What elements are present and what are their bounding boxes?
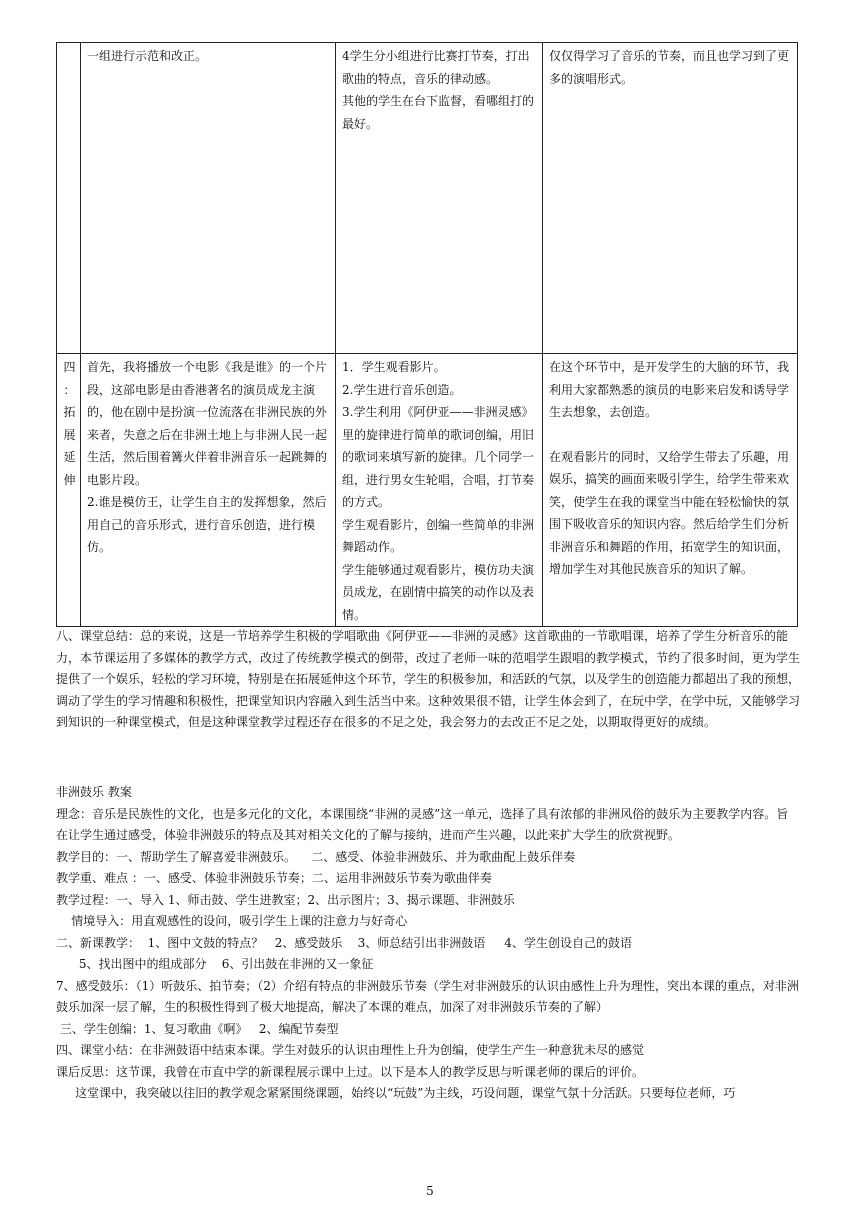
lesson-title: 非洲鼓乐 教案 [56,785,132,799]
design-intent-text: 仅仅得学习了音乐的节奏，而且也学习到了更多的演唱形式。 [549,49,790,86]
teacher-activity-cell [81,43,336,354]
student-activity-text: 2.学生进行音乐创造。 [342,382,462,397]
lesson-concept: 理念：音乐是民族性的文化，也是多元化的文化，本课围绕“非洲的灵感”这一单元，选择了具有浓郁的非洲风俗的鼓乐为主要教学内容。旨在让学生通过感受，体验非洲鼓乐的特点及其对相关文化的了解与接纳，进而产生兴趣，以此来扩大学生的欣赏视野。 [56,806,789,842]
table-row [57,354,798,627]
student-activity-text: 学生观看影片，创编一些简单的非洲舞蹈动作。 [342,517,535,554]
student-activity-text: 1．学生观看影片。 [342,360,446,374]
stage-cell [57,43,81,354]
lesson-plan-table [56,42,798,627]
lesson-intro: 情境导入：用直观感性的设问，吸引学生上课的注意力与好奇心 [56,914,408,928]
stage-char: ： [63,382,76,397]
lesson-create: 三、学生创编：1、复习歌曲《啊》 2、编配节奏型 [56,1021,339,1036]
lesson-new-content-cont: 5、找出图中的组成部分 6、引出鼓在非洲的又一象征 [56,957,374,971]
stage-char: 四 [63,360,76,374]
drum-lesson-plan-section [56,782,800,1105]
class-summary-paragraph: 八、课堂总结：总的来说，这是一节培养学生积极的学唱歌曲《阿伊亚——非洲的灵感》这首歌曲的一节歌唱课，培养了学生分析音乐的能力，本节课运用了多媒体的教学方式，改过了传统教学模式的倒带，改过了老师一味的范唱学生跟唱的教学模式，节约了很多时间，更为学生提供了一个娱乐，轻松的学习环境，特别是在拓展延伸这个环节，学生的积极参加，和活跃的气氛，以及学生的创造能力都超出了我的预想，调动了学生的学习情趣和积极性，把课堂知识内容融入到生活当中来。这种效果很不错，让学生体会到了，在玩中学，在学中玩，又能够学习到知识的一种课堂模式，但是这种课堂教学过程还存在很多的不足之处，我会努力的去改正不足之处，以期取得更好的成绩。 [56,629,801,729]
design-intent-text: 在这个环节中，是开发学生的大脑的环节，我利用大家都熟悉的演员的电影来启发和诱导学生去想象，去创造。 [549,360,790,419]
student-activity-cell [336,43,543,354]
stage-char: 延 [63,450,76,464]
lesson-reflection: 课后反思：这节课，我曾在市直中学的新课程展示课中上过。以下是本人的教学反思与听课老师的课后的评价。 [56,1064,645,1079]
design-intent-cell [543,43,798,354]
student-activity-text: 4学生分小组进行比赛打节奏，打出歌曲的特点，音乐的律动感。 [342,49,530,86]
teacher-activity-cell [81,354,336,627]
class-summary-section [56,626,800,734]
lesson-feel-drums: 7、感受鼓乐：（1）听鼓乐、拍节奏；（2）介绍有特点的非洲鼓乐节奏（学生对非洲鼓乐的认识由感性上升为理性，突出本课的重点，对非洲鼓乐加深一层了解，生的积极性得到了极大地提高，解决了本课的难点，加深了对非洲鼓乐节奏的了解） [56,978,799,1014]
design-intent-text: 在观看影片的同时，又给学生带去了乐趣，用娱乐，搞笑的画面来吸引学生，给学生带来欢笑，使学生在我的课堂当中能在轻松愉快的氛围下吸收音乐的知识内容。然后给学生们分析非洲音乐和舞蹈的作用，拓宽学生的知识面，增加学生对其他民族音乐的知识了解。 [549,449,790,576]
teacher-activity-text: 一组进行示范和改正。 [87,49,208,63]
teacher-activity-text: 首先，我将播放一个电影《我是谁》的一个片段，这部电影是由香港著名的演员成龙主演的，他在剧中是扮演一位流落在非洲民族的外来者，失意之后在非洲土地上与非洲人民一起生活，然后围着篝火伴着非洲音乐一起跳舞的电影片段。 [87,360,328,487]
student-activity-text: 其他的学生在台下监督，看哪组打的最好。 [342,94,535,131]
page-number: 5 [426,1184,434,1198]
stage-char: 伸 [63,472,76,487]
design-intent-cell [543,354,798,627]
stage-char: 拓 [63,405,76,419]
lesson-reflection-body: 这堂课中，我突破以往旧的教学观念紧紧围绕课题，始终以“玩鼓”为主线，巧设问题，课堂气氛十分活跃。只要每位老师，巧 [56,1086,736,1100]
lesson-process: 教学过程：一、导入 1、师击鼓、学生进教室；2、出示图片；3、揭示课题、非洲鼓乐 [56,892,515,907]
stage-cell [57,354,81,627]
lesson-wrapup: 四、课堂小结：在非洲鼓语中结束本课。学生对鼓乐的认识由理性上升为创编，使学生产生一种意犹未尽的感觉 [56,1043,645,1057]
student-activity-text: 3.学生利用《阿伊亚——非洲灵感》里的旋律进行简单的歌词创编，用旧的歌词来填写新的旋律。几个同学一组，进行男女生轮唱，合唱，打节奏的方式。 [342,405,535,509]
lesson-goals: 教学目的：一、帮助学生了解喜爱非洲鼓乐。 二、感受、体验非洲鼓乐、并为歌曲配上鼓乐伴奏 [56,849,576,864]
student-activity-cell [336,354,543,627]
stage-char: 展 [63,427,76,442]
lesson-keypoints: 教学重、难点 ：一、感受、体验非洲鼓乐节奏；二、运用非洲鼓乐节奏为歌曲伴奏 [56,871,492,885]
table-row [57,43,798,354]
lesson-new-content: 二、新课教学： 1、图中文鼓的特点？ 2、感受鼓乐 3、师总结引出非洲鼓语 4、学生创设自己的鼓语 [56,935,632,950]
student-activity-text: 学生能够通过观看影片，模仿功夫演员成龙，在剧情中搞笑的动作以及表情。 [342,562,535,622]
teacher-activity-text: 2.谁是模仿王，让学生自主的发挥想象，然后用自己的音乐形式，进行音乐创造，进行模仿。 [87,495,327,554]
